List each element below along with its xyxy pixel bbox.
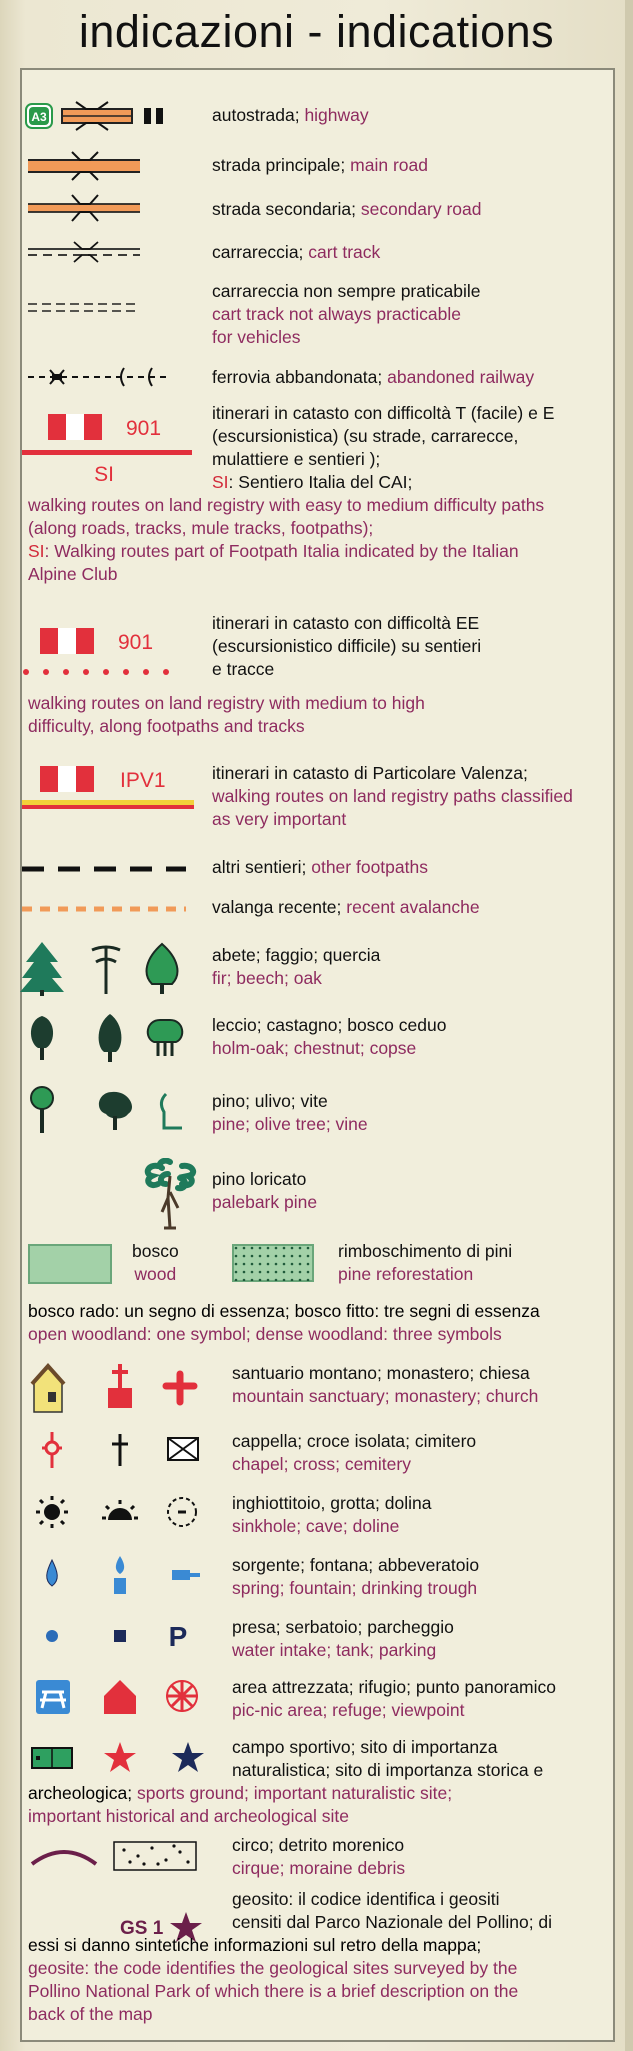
sports-continued: archeologica; sports ground; important naturalistic site; important historical and archeological site <box>28 1783 453 1826</box>
sanctuary-label: santuario montano; monastero; chiesa mountain sanctuary; monastery; church <box>232 1363 539 1406</box>
route-ee-label: itinerari in catasto con difficoltà EE (escursionistico difficile) su sentieri e tracce <box>212 613 482 679</box>
sinkhole-label: inghiottitoio, grotta; dolina sinkhole; cave; doline <box>232 1493 432 1536</box>
svg-text:901: 901 <box>126 417 162 440</box>
cirque-moraine-icons <box>28 1834 218 1878</box>
svg-text:GS 1: GS 1 <box>120 1918 164 1939</box>
sports-naturalistic-historical-icons <box>28 1736 218 1780</box>
wood-swatch <box>28 1244 112 1284</box>
route-ee-icon <box>22 626 198 686</box>
cirque-label: circo; detrito morenico cirque; moraine debris <box>232 1835 406 1878</box>
svg-text:901: 901 <box>118 631 154 654</box>
sinkhole-cave-doline-icons <box>28 1490 218 1534</box>
avalanche-icon <box>22 902 192 916</box>
page-edge <box>625 0 633 2051</box>
svg-text:SI: SI <box>94 463 114 486</box>
spring-label: sorgente; fontana; abbeveratoio spring; fountain; drinking trough <box>232 1555 480 1598</box>
route-t-icon <box>22 412 198 492</box>
route-ee-english: walking routes on land registry with medium to high difficulty, along footpaths and tracks <box>28 693 425 736</box>
wood-label: bosco wood <box>132 1241 179 1284</box>
pine-olive-vine-icons <box>20 1084 190 1140</box>
other-paths-label: altri sentieri; other footpaths <box>212 857 428 877</box>
route-pv-label: itinerari in catasto di Particolare Valenza; walking routes on land registry paths classified as very important <box>212 763 573 829</box>
geosite-continued: essi si danno sintetiche informazioni sul retro della mappa; geosite: the code identifies the geological sites surveyed by the Pollino National Park of which there is a brief description on the back of the map <box>28 1935 519 2024</box>
other-paths-icon <box>22 862 192 876</box>
cart-track-np-label: carrareccia non sempre praticabile cart track not always practicable for vehicles <box>212 281 481 347</box>
spring-fountain-trough-icons <box>28 1552 218 1600</box>
cart-track-np-icon <box>24 298 144 318</box>
cart-track-icon <box>24 237 144 267</box>
sanctuary-monastery-church-icons <box>28 1358 218 1418</box>
geosite-label: geosito: il codice identifica i geositi censiti dal Parco Nazionale del Pollino; di <box>232 1889 553 1932</box>
trees2-label: leccio; castagno; bosco ceduo holm-oak; chestnut; copse <box>212 1015 447 1058</box>
palebark-pine-icon <box>140 1158 204 1234</box>
secondary-road-label: strada secondaria; secondary road <box>212 199 482 219</box>
chapel-cross-cemetery-icons <box>28 1428 218 1472</box>
picnic-label: area attrezzata; rifugio; punto panoramico pic-nic area; refuge; viewpoint <box>232 1677 556 1720</box>
woodland-note: bosco rado: un segno di essenza; bosco fitto: tre segni di essenza open woodland: one symbol; dense woodland: three symbols <box>28 1301 540 1344</box>
highway-label: autostrada; highway <box>212 105 369 125</box>
cart-track-label: carrareccia; cart track <box>212 242 381 262</box>
trees3-label: pino; ulivo; vite pine; olive tree; vine <box>212 1091 368 1134</box>
intake-tank-parking-icons <box>28 1614 218 1658</box>
chapel-label: cappella; croce isolata; cimitero chapel; cross; cemitery <box>232 1431 477 1474</box>
route-t-english: walking routes on land registry with easy to medium difficulty paths (along roads, tracks, mule tracks, footpaths); SI: Walking routes part of Footpath Italia indicated by the Italian Alpine Club <box>28 495 545 584</box>
svg-text:IPV1: IPV1 <box>120 769 166 792</box>
legend-title: indicazioni - indications <box>78 6 555 57</box>
water-label: presa; serbatoio; parcheggio water intake; tank; parking <box>232 1617 454 1660</box>
reforestation-swatch <box>232 1244 316 1284</box>
secondary-road-icon <box>24 192 144 224</box>
svg-text:A3: A3 <box>31 110 47 124</box>
main-road-label: strada principale; main road <box>212 155 428 175</box>
picnic-refuge-viewpoint-icons <box>28 1674 218 1722</box>
fir-beech-oak-icons <box>20 940 180 996</box>
railway-label: ferrovia abbandonata; abandoned railway <box>212 367 535 387</box>
route-pv-icon <box>22 764 202 814</box>
route-t-label: itinerari in catasto con difficoltà T (facile) e E (escursionistica) (su strade, carrarecce, mulattiere e sentieri ); SI: Sentiero Italia del CAI; <box>212 403 555 492</box>
sports-label: campo sportivo; sito di importanza naturalistica; sito di importanza storica e <box>232 1737 544 1780</box>
reforestation-label: rimboschimento di pini pine reforestation <box>338 1241 513 1284</box>
palebark-label: pino loricato palebark pine <box>212 1169 318 1212</box>
main-road-icon <box>24 150 144 182</box>
svg-text:P: P <box>168 1621 188 1652</box>
holm-oak-chestnut-copse-icons <box>20 1010 190 1066</box>
railway-icon <box>24 362 174 392</box>
trees1-label: abete; faggio; quercia fir; beech; oak <box>212 945 381 988</box>
highway-icon <box>24 100 174 134</box>
avalanche-label: valanga recente; recent avalanche <box>212 897 480 917</box>
